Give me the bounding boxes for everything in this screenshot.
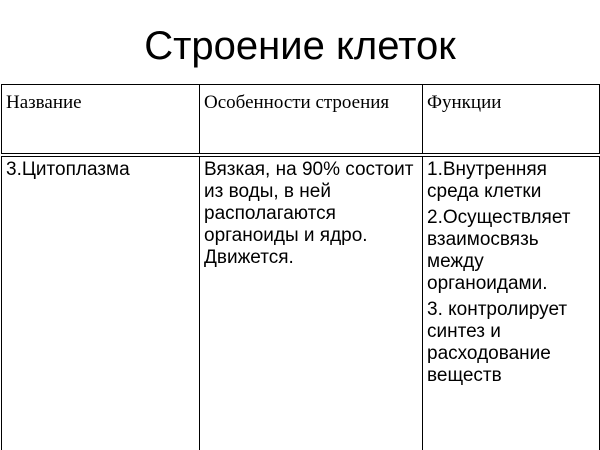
table-row xyxy=(2,155,600,450)
cell-structure: Вязкая, на 90% состоит из воды, в ней располагаются органоиды и ядро. Движется. xyxy=(200,155,423,450)
header-name: Название xyxy=(2,85,200,156)
header-functions: Функции xyxy=(423,85,600,156)
function-item: 2.Осуществляет взаимосвязь между органоидами. xyxy=(427,207,571,294)
header-structure: Особенности строения xyxy=(200,85,423,156)
function-item: 1.Внутренняя среда клетки xyxy=(427,159,547,202)
function-item: 3. контролирует синтез и расходование веществ xyxy=(427,299,568,386)
cell-name: 3.Цитоплазма xyxy=(2,155,200,450)
cell-structure-table xyxy=(1,84,600,450)
slide-title: Строение клеток xyxy=(144,24,456,68)
cell-functions xyxy=(423,155,600,450)
table-header-row xyxy=(2,85,600,156)
